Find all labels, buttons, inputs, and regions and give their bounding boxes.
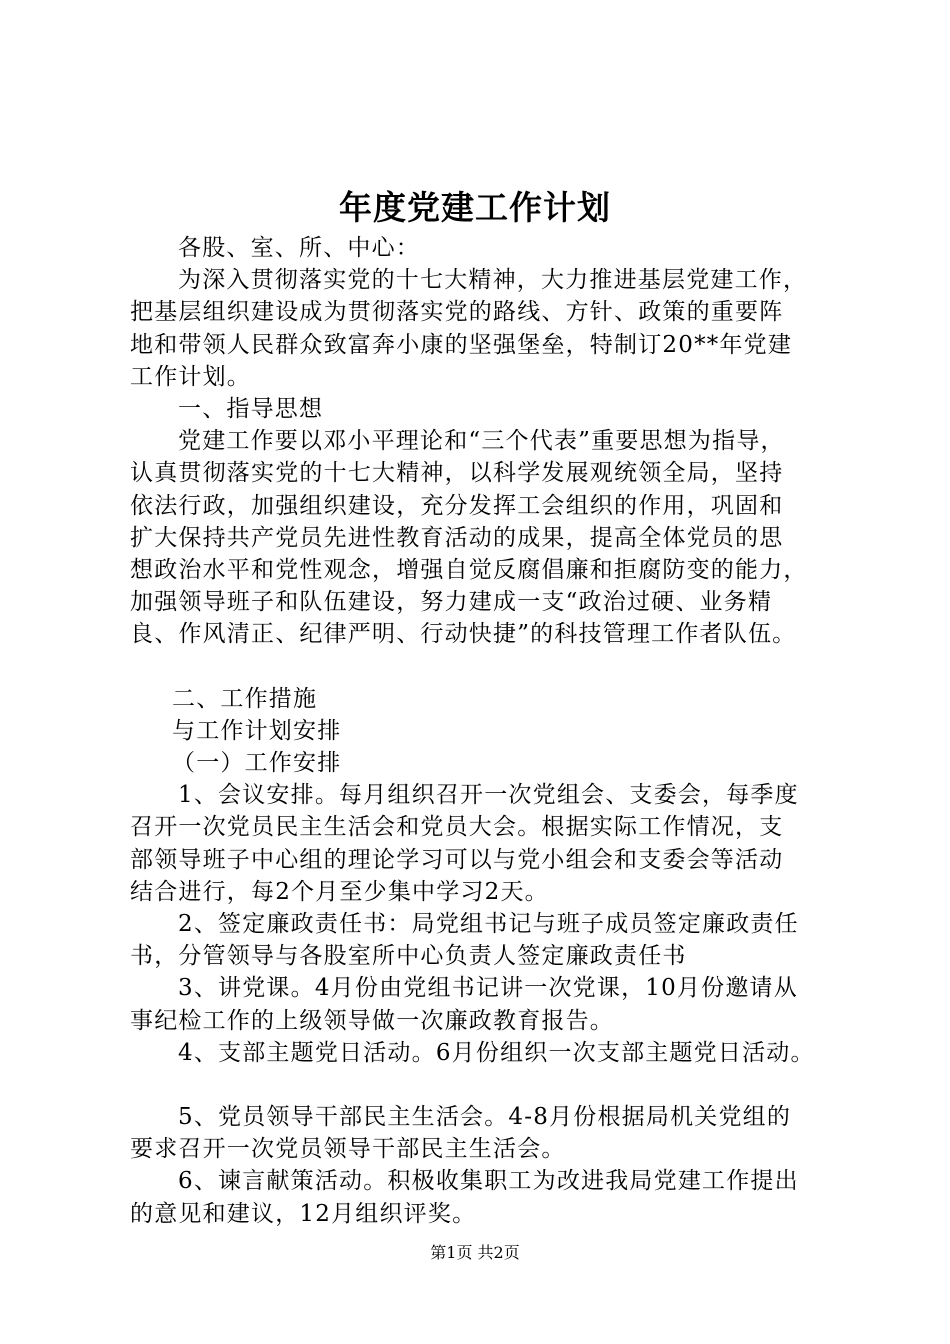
item-line: 2、签定廉政责任书：局党组书记与班子成员签定廉政责任: [178, 910, 799, 937]
item-line: 4、支部主题党日活动。6月份组织一次支部主题党日活动。: [178, 1039, 815, 1066]
document-title: 年度党建工作计划: [339, 188, 611, 227]
item-line: 的意见和建议，12月组织评奖。: [130, 1200, 477, 1227]
guiding-line: 想政治水平和党性观念，增强自觉反腐倡廉和拒腐防变的能力，: [130, 556, 808, 583]
guiding-line: 良、作风清正、纪律严明、行动快捷”的科技管理工作者队伍。: [130, 621, 797, 648]
blank-line: [130, 650, 852, 682]
item-line: 事纪检工作的上级领导做一次廉政教育报告。: [130, 1007, 614, 1034]
section-heading-guiding-thought: 一、指导思想: [178, 395, 324, 422]
intro-line: 地和带领人民群众致富奔小康的坚强堡垒，特制订20**年党建: [130, 331, 793, 358]
section-heading-measures: 二、工作措施: [172, 685, 318, 712]
item-line: 5、党员领导干部民主生活会。4-8月份根据局机关党组的: [178, 1104, 792, 1131]
item-line: 1、会议安排。每月组织召开一次党组会、支委会，每季度: [178, 782, 799, 809]
item-line: 书，分管领导与各股室所中心负责人签定廉政责任书: [130, 943, 687, 970]
item-line: 结合进行，每2个月至少集中学习2天。: [130, 878, 549, 905]
intro-line: 工作计划。: [130, 363, 251, 390]
intro-line: 把基层组织建设成为贯彻落实党的路线、方针、政策的重要阵: [130, 299, 784, 326]
blank-line: [130, 1069, 852, 1101]
guiding-line: 加强领导班子和队伍建设，努力建成一支“政治过硬、业务精: [130, 589, 773, 616]
item-line: 要求召开一次党员领导干部民主生活会。: [130, 1136, 566, 1163]
guiding-line: 党建工作要以邓小平理论和“三个代表”重要思想为指导，: [178, 428, 785, 455]
item-line: 6、谏言献策活动。积极收集职工为改进我局党建工作提出: [178, 1168, 799, 1195]
subsection-heading-arrangements: （一）工作安排: [172, 750, 342, 776]
intro-line: 为深入贯彻落实党的十七大精神，大力推进基层党建工作，: [178, 267, 808, 294]
item-line: 3、讲党课。4月份由党组书记讲一次党课，10月份邀请从: [178, 975, 798, 1002]
guiding-line: 扩大保持共产党员先进性教育活动的成果，提高全体党员的思: [130, 524, 784, 551]
salutation: 各股、室、所、中心：: [178, 235, 420, 261]
item-line: 部领导班子中心组的理论学习可以与党小组会和支委会等活动: [130, 846, 784, 873]
document-body: [130, 232, 852, 1230]
guiding-line: 依法行政，加强组织建设，充分发挥工会组织的作用，巩固和: [130, 492, 784, 519]
page-footer: 第1页 共2页: [430, 1243, 520, 1262]
section-subheading: 与工作计划安排: [172, 717, 342, 744]
item-line: 召开一次党员民主生活会和党员大会。根据实际工作情况，支: [130, 814, 784, 841]
guiding-line: 认真贯彻落实党的十七大精神，以科学发展观统领全局，坚持: [130, 460, 784, 487]
